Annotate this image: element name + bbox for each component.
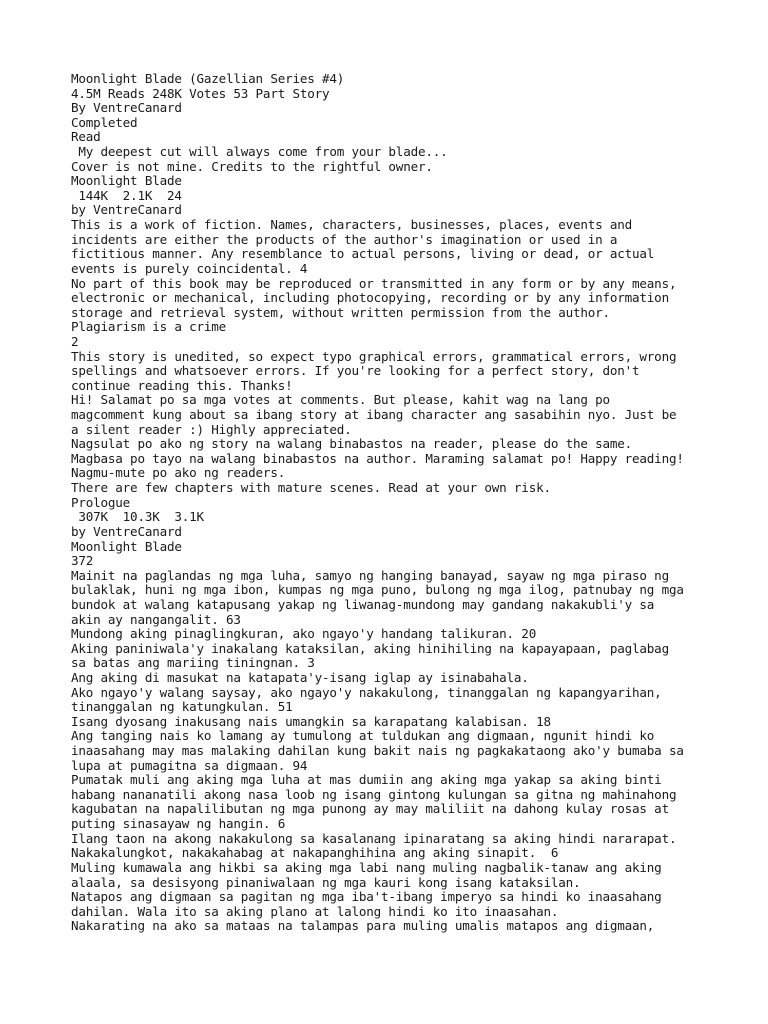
text-line: bundok at walang katapusang yakap ng liwanag-mundong may gandang nakakubli'y sa xyxy=(71,596,655,612)
text-line: Mundong aking pinaglingkuran, ako ngayo'y handang talikuran. 20 xyxy=(71,626,537,642)
text-line: Plagiarism is a crime xyxy=(71,319,227,335)
text-line: sa batas ang mariing tiningnan. 3 xyxy=(71,655,315,671)
text-line: spellings and whatsoever errors. If you're looking for a perfect story, don't xyxy=(71,363,640,379)
text-line: Magbasa po tayo na walang binabastos na author. Maraming salamat po! Happy reading! xyxy=(71,450,684,466)
document-page xyxy=(71,72,761,934)
text-line: Hi! Salamat po sa mga votes at comments. But please, kahit wag na lang po xyxy=(71,392,610,408)
text-line: inaasahang may mas malaking dahilan kung bakit nais ng pagkakataong ako'y bumaba sa xyxy=(71,743,684,759)
text-line: alaala, sa desisyong pinaniwalaan ng mga kauri kong isang kataksilan. xyxy=(71,874,581,890)
text-line: Mainit na paglandas ng mga luha, samyo ng hanging banayad, sayaw ng mga piraso ng xyxy=(71,567,669,583)
text-line: 372 xyxy=(71,553,94,569)
text-line: By VentreCanard xyxy=(71,100,182,116)
text-line: Ang aking di masukat na katapata'y-isang iglap ay isinabahala. xyxy=(71,669,529,685)
text-line: continue reading this. Thanks! xyxy=(71,377,293,393)
text-line: 2 xyxy=(71,333,79,349)
text-line: Nagmu-mute po ako ng readers. xyxy=(71,465,286,481)
text-line: My deepest cut will always come from your blade... xyxy=(71,144,448,160)
text-line: tinanggalan ng katungkulan. 51 xyxy=(71,699,293,715)
text-line: Prologue xyxy=(71,494,131,510)
text-line: Ang tanging nais ko lamang ay tumulong at tuldukan ang digmaan, ngunit hindi ko xyxy=(71,728,655,744)
text-line: akin ay nangangalit. 63 xyxy=(71,611,241,627)
text-line: kagubatan na napalilibutan ng mga punong ay may maliliit na dahong kulay rosas at xyxy=(71,801,669,817)
text-line: puting sinasayaw ng hangin. 6 xyxy=(71,816,286,832)
text-line: Ilang taon na akong nakakulong sa kasalanang ipinaratang sa aking hindi nararapat. xyxy=(71,830,677,846)
text-line: Natapos ang digmaan sa pagitan ng mga iba't-ibang imperyo sa hindi ko inaasahang xyxy=(71,889,662,905)
text-line: This story is unedited, so expect typo graphical errors, grammatical errors, wrong xyxy=(71,348,677,364)
text-line: lupa at pumagitna sa digmaan. 94 xyxy=(71,757,308,773)
text-line: Read xyxy=(71,129,101,145)
text-line: bulaklak, huni ng mga ibon, kumpas ng mga puno, bulong ng mga ilog, patnubay ng mga xyxy=(71,582,684,598)
text-line: Moonlight Blade xyxy=(71,538,182,554)
text-line: Ako ngayo'y walang saysay, ako ngayo'y nakakulong, tinanggalan ng kapangyarihan, xyxy=(71,684,662,700)
text-line: dahilan. Wala ito sa aking plano at lalong hindi ko ito inaasahan. xyxy=(71,903,559,919)
text-line: storage and retrieval system, without written permission from the author. xyxy=(71,304,610,320)
text-line: 4.5M Reads 248K Votes 53 Part Story xyxy=(71,85,330,101)
text-line: Moonlight Blade xyxy=(71,173,182,189)
text-line: Aking paniniwala'y inakalang kataksilan, aking hinihiling na kapayapaan, paglabag xyxy=(71,640,669,656)
text-line: Nakakalungkot, nakakahabag at nakapanghihina ang aking sinapit. 6 xyxy=(71,845,559,861)
text-line: Cover is not mine. Credits to the rightful owner. xyxy=(71,158,433,174)
text-line: No part of this book may be reproduced or transmitted in any form or by any means, xyxy=(71,275,677,291)
text-line: by VentreCanard xyxy=(71,523,182,539)
text-line: events is purely coincidental. 4 xyxy=(71,260,308,276)
text-line: 144K 2.1K 24 xyxy=(71,187,182,203)
text-line: Nagsulat po ako ng story na walang binabastos na reader, please do the same. xyxy=(71,436,633,452)
text-line: fictitious manner. Any resemblance to actual persons, living or dead, or actual xyxy=(71,246,655,262)
text-line: Pumatak muli ang aking mga luha at mas dumiin ang aking mga yakap sa aking binti xyxy=(71,772,662,788)
text-line: electronic or mechanical, including photocopying, recording or by any information xyxy=(71,290,669,306)
text-line: Moonlight Blade (Gazellian Series #4) xyxy=(71,71,345,86)
text-line: Isang dyosang inakusang nais umangkin sa karapatang kalabisan. 18 xyxy=(71,713,551,729)
text-line: by VentreCanard xyxy=(71,202,182,218)
text-line: 307K 10.3K 3.1K xyxy=(71,509,204,525)
text-line: This is a work of fiction. Names, characters, businesses, places, events and xyxy=(71,217,633,233)
text-line: There are few chapters with mature scenes. Read at your own risk. xyxy=(71,480,551,496)
text-line: Completed xyxy=(71,114,138,130)
text-line: a silent reader :) Highly appreciated. xyxy=(71,421,352,437)
text-line: Nakarating na ako sa mataas na talampas para muling umalis matapos ang digmaan, xyxy=(71,918,655,934)
text-line: incidents are either the products of the author's imagination or used in a xyxy=(71,231,618,247)
text-line: habang nananatili akong nasa loob ng isang gintong kulungan sa gitna ng mahinahong xyxy=(71,786,677,802)
text-line: magcomment kung about sa ibang story at ibang character ang sasabihin nyo. Just be xyxy=(71,407,677,423)
text-line: Muling kumawala ang hikbi sa aking mga labi nang muling nagbalik-tanaw ang aking xyxy=(71,859,662,875)
